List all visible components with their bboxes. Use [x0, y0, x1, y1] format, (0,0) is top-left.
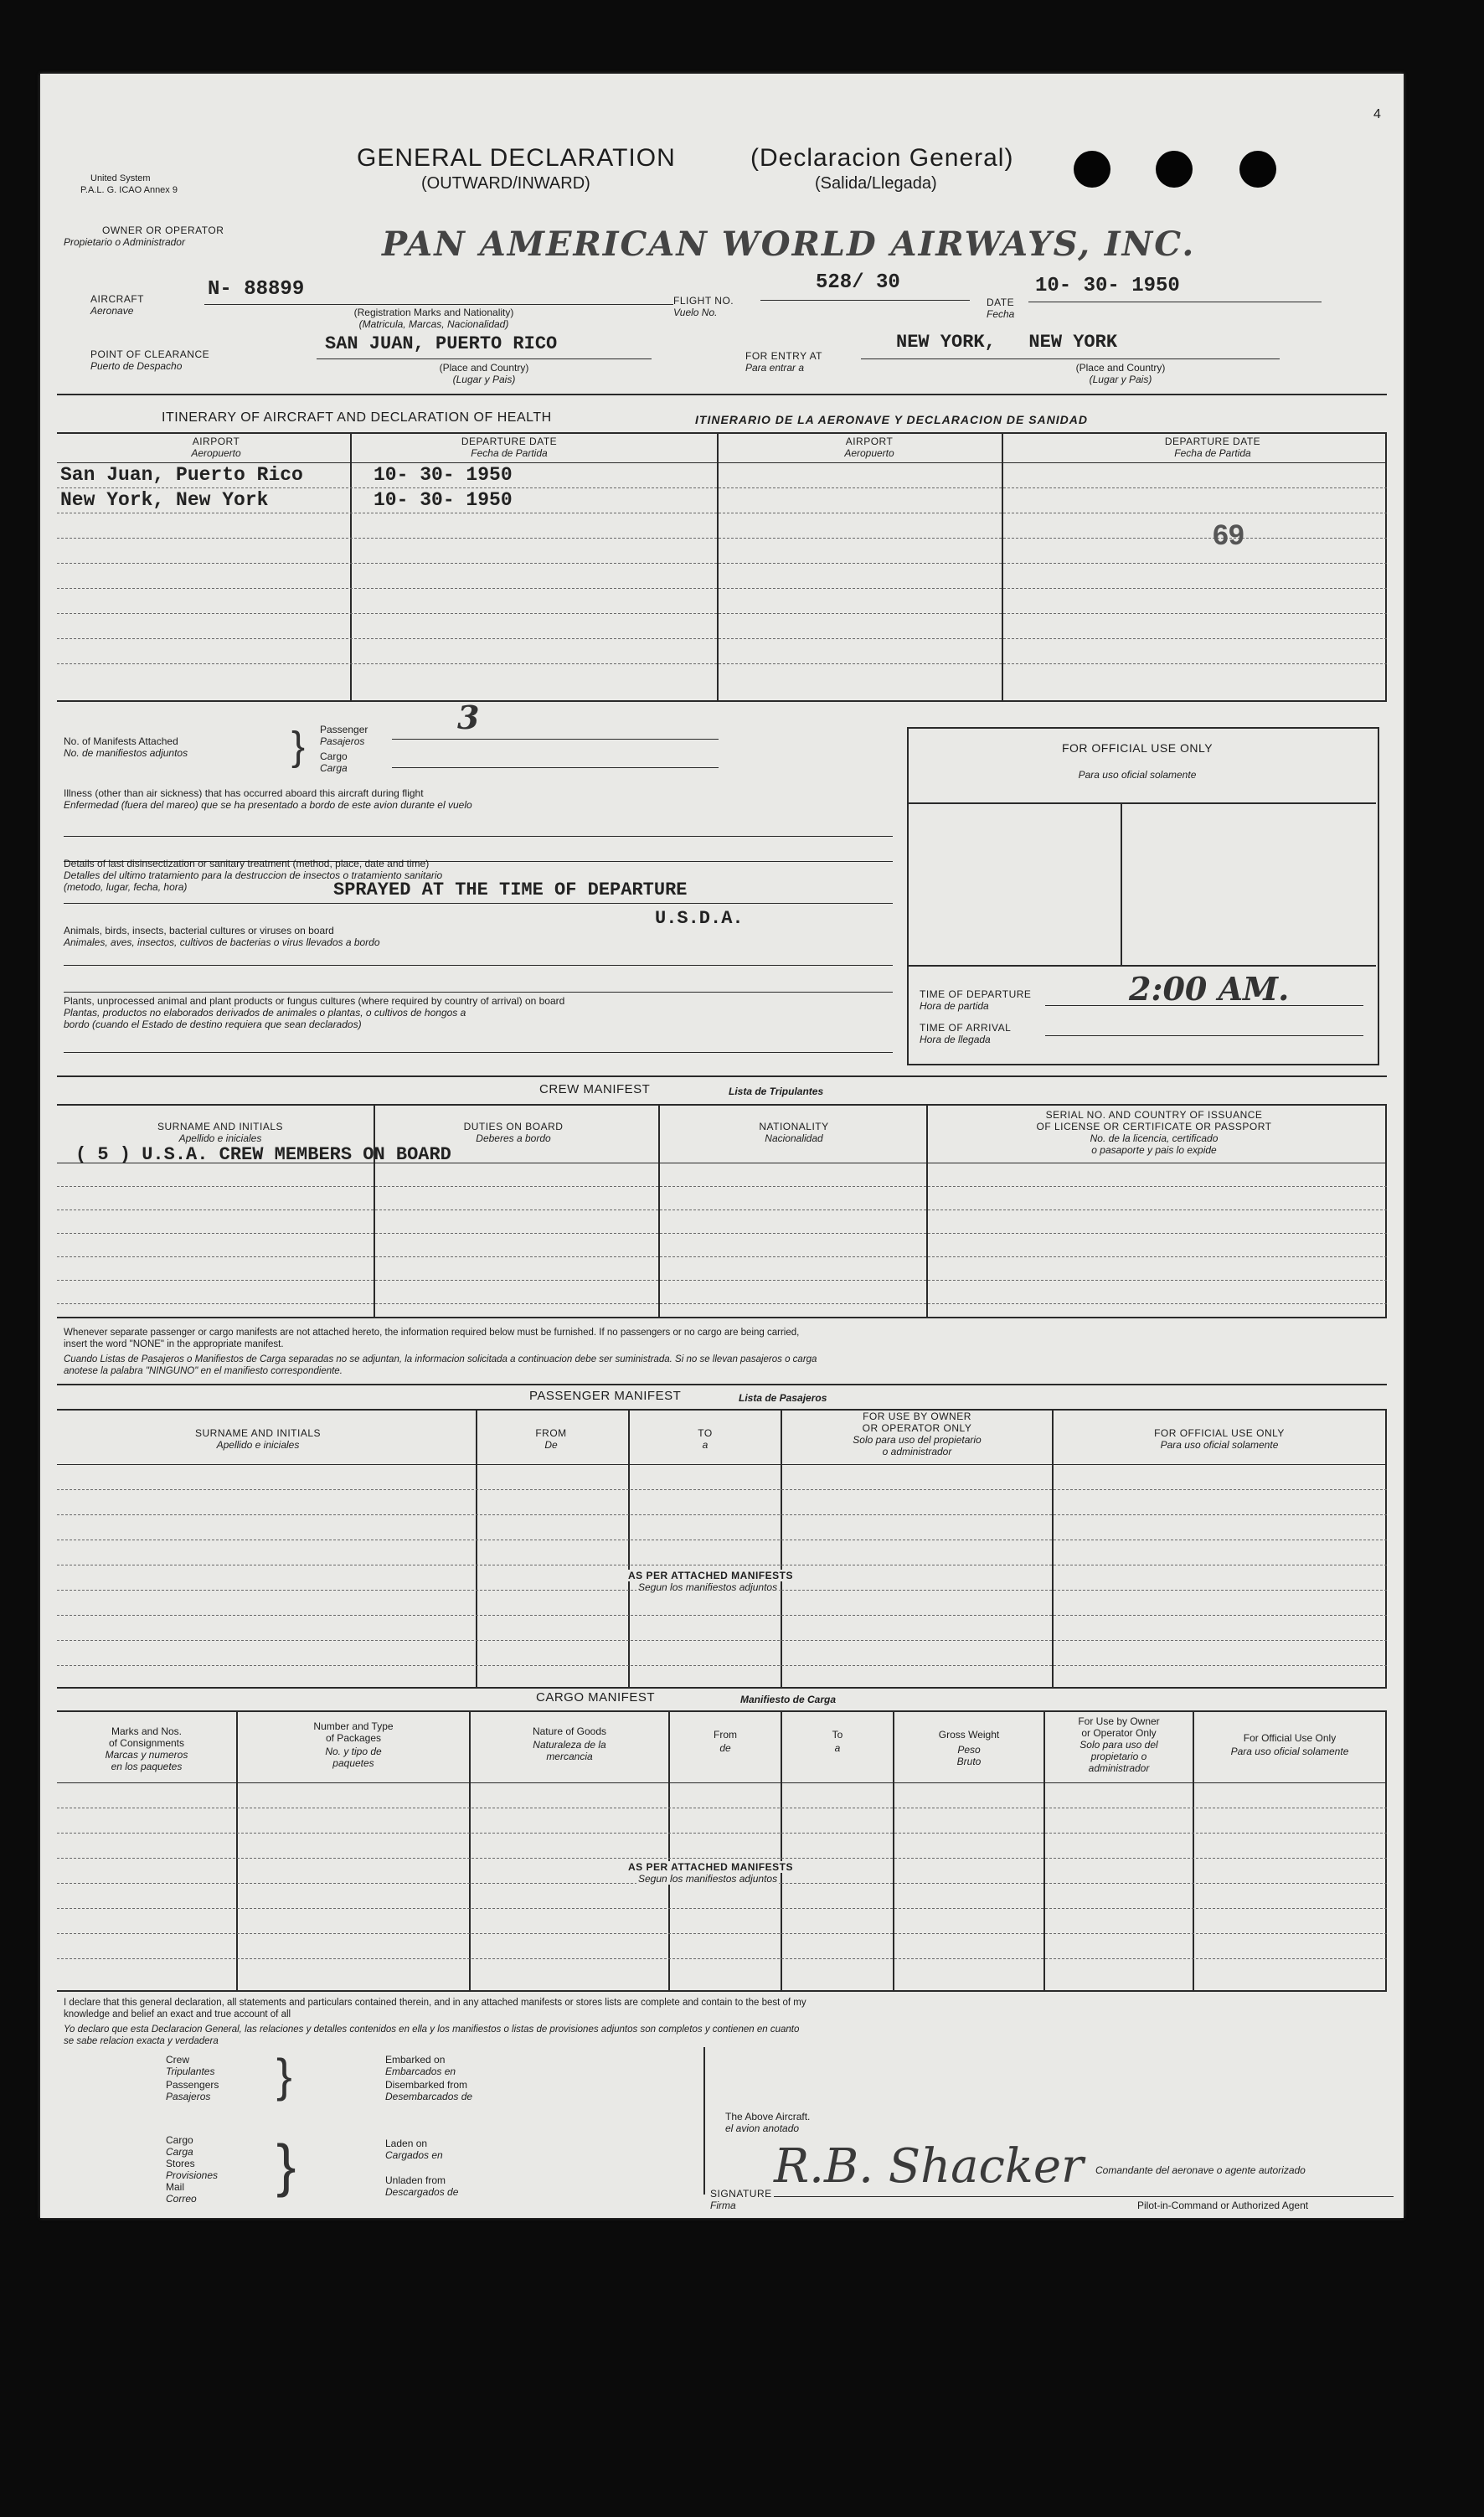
- itinerary-row-rule: [57, 563, 1387, 564]
- cargo-col-official-es: Para uso oficial solamente: [1230, 1746, 1349, 1757]
- time-arrival-label: TIME OF ARRIVAL: [920, 1022, 1012, 1034]
- itinerary-bottom-rule: [57, 700, 1387, 702]
- cargo-divider: [236, 1710, 238, 1990]
- health-underline: [64, 903, 893, 904]
- cargo-col-owner-es-b: propietario o: [1090, 1751, 1147, 1762]
- date-label-es: Fecha: [987, 308, 1015, 320]
- itinerary-heading: ITINERARY OF AIRCRAFT AND DECLARATION OF HEALTH: [162, 410, 552, 425]
- official-box-divider: [1121, 802, 1122, 965]
- passenger-row-rule: [57, 1640, 1387, 1641]
- cargo-col-owner-a: For Use by Owner: [1078, 1715, 1160, 1727]
- decl-laden-label-es: Cargados en: [385, 2149, 443, 2161]
- disinsect-label: Details of last disinsectization or sanitary treatment (method, place, date and time): [64, 858, 430, 869]
- decl-embarked-label-es: Embarcados en: [385, 2066, 456, 2077]
- passenger-col-official: FOR OFFICIAL USE ONLY: [1154, 1427, 1285, 1439]
- health-underline: [64, 992, 893, 993]
- passenger-border-right: [1385, 1409, 1387, 1687]
- crew-border-right: [1385, 1104, 1387, 1317]
- cargo-row-rule: [57, 1933, 1387, 1934]
- cargo-col-from: From: [714, 1729, 737, 1741]
- decl-cargo-label: Cargo: [166, 2134, 193, 2146]
- entry-label: FOR ENTRY AT: [745, 350, 823, 362]
- manifests-brace: }: [291, 725, 306, 769]
- itinerary-divider: [1002, 432, 1003, 700]
- note-line-1: Whenever separate passenger or cargo manifests are not attached hereto, the information required below must be furnished. If no passengers or no cargo are being carried,: [64, 1328, 800, 1338]
- crew-row-rule: [57, 1186, 1387, 1187]
- cargo-divider: [781, 1710, 782, 1990]
- crew-col-nationality: NATIONALITY: [759, 1121, 829, 1132]
- cargo-col-weight-es-b: Bruto: [956, 1756, 982, 1767]
- itinerary-row-rule: [57, 538, 1387, 539]
- owner-label: OWNER OR OPERATOR: [102, 224, 224, 236]
- clearance-label-es: Puerto de Despacho: [90, 360, 183, 372]
- passenger-divider: [781, 1409, 782, 1687]
- passenger-col-surname-es: Apellido e iniciales: [216, 1439, 300, 1451]
- itinerary-row-rule: [57, 663, 1387, 664]
- decl-mail-label-es: Correo: [166, 2193, 197, 2205]
- disinsect-label-es-2: (metodo, lugar, fecha, hora): [64, 881, 188, 893]
- date-value: 10- 30- 1950: [1035, 275, 1180, 297]
- time-departure-underline: [1045, 1005, 1363, 1006]
- aircraft-label: AIRCRAFT: [90, 293, 144, 305]
- decl-brace: }: [276, 2133, 296, 2198]
- decl-aircraft-label-es: el avion anotado: [725, 2122, 800, 2134]
- decl-unladen-label-es: Descargados de: [385, 2186, 459, 2198]
- cargo-col-packages-b: of Packages: [325, 1732, 382, 1744]
- owner-label-es: Propietario o Administrador: [64, 236, 185, 248]
- illness-label-es: Enfermedad (fuera del mareo) que se ha presentado a bordo de este avion durante el vuelo: [64, 799, 472, 811]
- entry-underline: [861, 358, 1280, 359]
- decl-cargo-label-es: Carga: [166, 2146, 193, 2158]
- aircraft-underline: [204, 304, 673, 305]
- decl-brace: }: [276, 2049, 292, 2102]
- time-arrival-label-es: Hora de llegada: [920, 1034, 991, 1045]
- aircraft-caption-es: (Matricula, Marcas, Nacionalidad): [358, 318, 509, 330]
- passenger-row-rule: [57, 1615, 1387, 1616]
- decl-laden-label: Laden on: [385, 2138, 428, 2149]
- cargo-heading: CARGO MANIFEST: [536, 1690, 656, 1705]
- decl-unladen-label: Unladen from: [385, 2174, 446, 2186]
- clearance-caption: (Place and Country): [439, 362, 529, 374]
- crew-col-duties: DUTIES ON BOARD: [463, 1121, 564, 1132]
- form-reference-line-2: P.A.L. G. ICAO Annex 9: [80, 185, 178, 195]
- passenger-stamp: AS PER ATTACHED MANIFESTS: [628, 1570, 793, 1581]
- cargo-col-packages-es-a: No. y tipo de: [325, 1746, 382, 1757]
- decl-passengers-label-es: Pasajeros: [166, 2091, 211, 2102]
- crew-col-surname-es: Apellido e iniciales: [178, 1132, 262, 1144]
- cargo-col-header-rule: [57, 1782, 1387, 1783]
- passenger-col-to: TO: [698, 1427, 713, 1439]
- manifests-label: No. of Manifests Attached: [64, 735, 178, 747]
- signature-underline: [774, 2196, 1394, 2197]
- official-box-rule: [909, 965, 1376, 967]
- crew-entry: ( 5 ) U.S.A. CREW MEMBERS ON BOARD: [75, 1144, 451, 1165]
- passenger-row-rule: [57, 1514, 1387, 1515]
- itinerary-row-rule: [57, 638, 1387, 639]
- crew-heading-es: Lista de Tripulantes: [729, 1086, 824, 1097]
- crew-bottom-rule: [57, 1317, 1387, 1318]
- cargo-divider: [469, 1710, 471, 1990]
- itinerary-row-rule: [57, 588, 1387, 589]
- form-title: GENERAL DECLARATION: [357, 144, 676, 172]
- itinerary-date-2: 10- 30- 1950: [374, 489, 513, 511]
- crew-divider: [926, 1104, 928, 1317]
- crew-heading: CREW MANIFEST: [539, 1082, 651, 1096]
- crew-col-surname: SURNAME AND INITIALS: [157, 1121, 284, 1132]
- decl-stores-label: Stores: [166, 2158, 195, 2169]
- itinerary-divider: [717, 432, 719, 700]
- passenger-col-surname: SURNAME AND INITIALS: [194, 1427, 322, 1439]
- official-box-title: FOR OFFICIAL USE ONLY: [1061, 741, 1213, 755]
- manifests-passenger-label: Passenger: [320, 724, 368, 735]
- decl-aircraft-label: The Above Aircraft.: [725, 2111, 811, 2122]
- corner-mark: 4: [1373, 107, 1381, 121]
- itinerary-date-1: 10- 30- 1950: [374, 464, 513, 486]
- cargo-divider: [1193, 1710, 1194, 1990]
- form-reference-line-1: United System: [90, 173, 151, 183]
- decl-passengers-label: Passengers: [166, 2079, 219, 2091]
- itinerary-heading-es: ITINERARIO DE LA AERONAVE Y DECLARACION DE SANIDAD: [695, 413, 1088, 426]
- passenger-bottom-rule: [57, 1687, 1387, 1689]
- cargo-row-rule: [57, 1908, 1387, 1909]
- crew-col-nationality-es: Nacionalidad: [765, 1132, 823, 1144]
- cargo-col-owner-b: or Operator Only: [1081, 1727, 1157, 1739]
- cargo-col-marks-a: Marks and Nos.: [111, 1725, 183, 1737]
- cargo-col-weight: Gross Weight: [938, 1729, 1000, 1741]
- official-box-title-es: Para uso oficial solamente: [1078, 769, 1197, 781]
- passenger-divider: [476, 1409, 477, 1687]
- passenger-divider: [1052, 1409, 1054, 1687]
- cargo-col-packages-a: Number and Type: [313, 1720, 394, 1732]
- passenger-divider: [628, 1409, 630, 1687]
- cargo-header-rule: [57, 1710, 1387, 1712]
- cargo-row-rule: [57, 1958, 1387, 1959]
- crew-col-serial-b: OF LICENSE OR CERTIFICATE OR PASSPORT: [1036, 1121, 1272, 1132]
- crew-col-serial-es-a: No. de la licencia, certificado: [1090, 1132, 1219, 1144]
- cargo-col-nature-es-a: Naturaleza de la: [533, 1739, 606, 1751]
- entry-caption: (Place and Country): [1075, 362, 1166, 374]
- decl-mail-label: Mail: [166, 2181, 185, 2193]
- entry-label-es: Para entrar a: [745, 362, 805, 374]
- itinerary-col-airport-2: AIRPORT: [845, 436, 894, 447]
- manifests-cargo-label-es: Carga: [320, 762, 348, 774]
- crew-header-rule: [57, 1104, 1387, 1106]
- form-title-spanish-subtitle: (Salida/Llegada): [815, 174, 937, 193]
- itinerary-row-rule: [57, 487, 1387, 488]
- cargo-col-packages-es-b: paquetes: [332, 1757, 374, 1769]
- form-title-spanish: (Declaracion General): [750, 144, 1014, 172]
- passenger-heading: PASSENGER MANIFEST: [529, 1389, 682, 1403]
- plants-label-es-2: bordo (cuando el Estado de destino requiera que sean declarados): [64, 1019, 362, 1030]
- cargo-col-owner-es-c: administrador: [1088, 1762, 1150, 1774]
- cargo-col-to: To: [832, 1729, 843, 1741]
- manifests-underline: [392, 739, 719, 740]
- passenger-heading-es: Lista de Pasajeros: [739, 1392, 827, 1404]
- itinerary-airport-1: San Juan, Puerto Rico: [60, 464, 303, 486]
- crew-col-serial-a: SERIAL NO. AND COUNTRY OF ISSUANCE: [1045, 1109, 1263, 1121]
- itinerary-col-header-rule: [57, 462, 1387, 463]
- official-box-rule: [909, 802, 1376, 804]
- declaration-line-3: Yo declaro que esta Declaracion General, las relaciones y detalles contenidos en ella y los manifiestos o listas de provisiones adjuntos son completos y contienen en cuanto: [64, 2024, 800, 2035]
- owner-value: PAN AMERICAN WORLD AIRWAYS, INC.: [382, 224, 1196, 264]
- manifests-cargo-label: Cargo: [320, 750, 348, 762]
- crew-divider: [374, 1104, 375, 1317]
- declaration-divider: [703, 2047, 705, 2195]
- cargo-row-rule: [57, 1858, 1387, 1859]
- note-line-3: Cuando Listas de Pasajeros o Manifiestos de Carga separadas no se adjuntan, la informacion solicitada a continuacion debe ser suministrada. Si no se llevan pasajeros o carga: [64, 1354, 817, 1364]
- passenger-top-rule: [57, 1384, 1387, 1385]
- illness-label: Illness (other than air sickness) that has occurred aboard this aircraft during flight: [64, 787, 424, 799]
- itinerary-col-airport-2-es: Aeropuerto: [844, 447, 894, 459]
- cargo-bottom-rule: [57, 1990, 1387, 1992]
- itinerary-col-departure-es: Fecha de Partida: [471, 447, 548, 459]
- signature-label: SIGNATURE: [710, 2188, 772, 2200]
- time-departure-label: TIME OF DEPARTURE: [920, 988, 1032, 1000]
- clearance-underline: [317, 358, 652, 359]
- aircraft-caption: (Registration Marks and Nationality): [353, 307, 514, 318]
- crew-row-rule: [57, 1233, 1387, 1234]
- passenger-col-owner-es-b: o administrador: [882, 1446, 952, 1457]
- cargo-col-marks-es-b: en los paquetes: [111, 1761, 183, 1772]
- passenger-col-owner-a: FOR USE BY OWNER: [863, 1411, 971, 1422]
- flight-value: 528/ 30: [816, 271, 900, 294]
- cargo-divider: [893, 1710, 894, 1990]
- cargo-row-rule: [57, 1833, 1387, 1834]
- date-label: DATE: [987, 297, 1015, 308]
- cargo-stamp: AS PER ATTACHED MANIFESTS: [628, 1861, 793, 1873]
- signature-value: R.B. Shacker: [774, 2139, 1084, 2194]
- form-title-subtitle: (OUTWARD/INWARD): [421, 174, 590, 193]
- clearance-value: SAN JUAN, PUERTO RICO: [325, 333, 558, 354]
- crew-row-rule: [57, 1280, 1387, 1281]
- itinerary-col-departure-2: DEPARTURE DATE: [1164, 436, 1261, 447]
- cargo-heading-es: Manifiesto de Carga: [740, 1694, 837, 1705]
- passenger-col-official-es: Para uso oficial solamente: [1160, 1439, 1279, 1451]
- crew-divider: [658, 1104, 660, 1317]
- decl-crew-label: Crew: [166, 2054, 190, 2066]
- passenger-col-to-es: a: [702, 1439, 709, 1451]
- cargo-col-marks-es-a: Marcas y numeros: [105, 1749, 188, 1761]
- note-line-4: anotese la palabra "NINGUNO" en el manifiesto correspondiente.: [64, 1366, 343, 1376]
- crew-col-serial-es-b: o pasaporte y pais lo expide: [1091, 1144, 1217, 1156]
- itinerary-border-right: [1385, 432, 1387, 700]
- punch-hole: [1156, 151, 1193, 188]
- passenger-col-owner-b: OR OPERATOR ONLY: [862, 1422, 972, 1434]
- manifests-underline: [392, 767, 719, 768]
- itinerary-top-rule: [57, 394, 1387, 395]
- cargo-col-weight-es-a: Peso: [957, 1744, 981, 1756]
- signer-title: Pilot-in-Command or Authorized Agent: [1137, 2200, 1309, 2211]
- manifests-passenger-count: 3: [457, 699, 480, 736]
- decl-disembarked-label: Disembarked from: [385, 2079, 468, 2091]
- passenger-row-rule: [57, 1665, 1387, 1666]
- crew-row-rule: [57, 1303, 1387, 1304]
- manifests-passenger-label-es: Pasajeros: [320, 735, 365, 747]
- disinsect-label-es: Detalles del ultimo tratamiento para la destruccion de insectos o tratamiento sanitario: [64, 869, 443, 881]
- decl-embarked-label: Embarked on: [385, 2054, 446, 2066]
- crew-row-rule: [57, 1256, 1387, 1257]
- punch-hole: [1239, 151, 1276, 188]
- cargo-col-to-es: a: [834, 1742, 841, 1754]
- cargo-border-right: [1385, 1710, 1387, 1990]
- decl-stores-label-es: Provisiones: [166, 2169, 219, 2181]
- passenger-col-owner-es-a: Solo para uso del propietario: [853, 1434, 982, 1446]
- passenger-col-header-rule: [57, 1464, 1387, 1465]
- crew-top-rule: [57, 1075, 1387, 1077]
- note-line-2: insert the word "NONE" in the appropriate manifest.: [64, 1339, 284, 1349]
- passenger-row-rule: [57, 1489, 1387, 1490]
- cargo-divider: [1043, 1710, 1045, 1990]
- clearance-label: POINT OF CLEARANCE: [90, 348, 210, 360]
- passenger-header-rule: [57, 1409, 1387, 1411]
- cargo-col-owner-es-a: Solo para uso del: [1080, 1739, 1158, 1751]
- cargo-col-marks-b: of Consignments: [108, 1737, 185, 1749]
- entry-caption-es: (Lugar y Pais): [1089, 374, 1152, 385]
- entry-value: NEW YORK, NEW YORK: [896, 332, 1118, 353]
- health-underline: [64, 965, 893, 966]
- declaration-line-2: knowledge and belief an exact and true account of all: [64, 2009, 291, 2019]
- passenger-col-from: FROM: [535, 1427, 567, 1439]
- declaration-line-4: se sabe relacion exacta y verdadera: [64, 2036, 219, 2046]
- itinerary-col-airport: AIRPORT: [192, 436, 240, 447]
- declaration-form-sheet: [40, 74, 1404, 2218]
- cargo-divider: [668, 1710, 670, 1990]
- decl-crew-label-es: Tripulantes: [166, 2066, 215, 2077]
- clearance-caption-es: (Lugar y Pais): [452, 374, 516, 385]
- itinerary-divider: [350, 432, 352, 700]
- time-arrival-underline: [1045, 1035, 1363, 1036]
- time-departure-value: 2:00 AM.: [1129, 970, 1290, 1008]
- cargo-col-from-es: de: [719, 1742, 731, 1754]
- cargo-col-nature: Nature of Goods: [532, 1725, 607, 1737]
- cargo-stamp-es: Segun los manifiestos adjuntos: [638, 1873, 778, 1885]
- passenger-col-from-es: De: [544, 1439, 558, 1451]
- time-departure-label-es: Hora de partida: [920, 1000, 989, 1012]
- animals-label: Animals, birds, insects, bacterial cultures or viruses on board: [64, 925, 334, 936]
- punch-hole: [1074, 151, 1110, 188]
- plants-label: Plants, unprocessed animal and plant products or fungus cultures (where required by country of arrival) on board: [64, 995, 565, 1007]
- itinerary-airport-2: New York, New York: [60, 489, 269, 511]
- signer-title-es: Comandante del aeronave o agente autorizado: [1095, 2164, 1306, 2176]
- crew-col-duties-es: Deberes a bordo: [476, 1132, 551, 1144]
- decl-disembarked-label-es: Desembarcados de: [385, 2091, 473, 2102]
- passenger-stamp-es: Segun los manifiestos adjuntos: [638, 1581, 778, 1593]
- animals-label-es: Animales, aves, insectos, cultivos de bacterias o virus llevados a bordo: [64, 936, 380, 948]
- itinerary-col-departure: DEPARTURE DATE: [461, 436, 558, 447]
- manifests-label-es: No. de manifiestos adjuntos: [64, 747, 188, 759]
- itinerary-col-airport-es: Aeropuerto: [191, 447, 241, 459]
- health-underline: [64, 836, 893, 837]
- flight-label: FLIGHT NO.: [673, 295, 734, 307]
- animals-value: U.S.D.A.: [655, 908, 744, 929]
- health-underline: [64, 1052, 893, 1053]
- cargo-col-nature-es-b: mercancia: [546, 1751, 593, 1762]
- aircraft-value: N- 88899: [208, 278, 305, 301]
- aircraft-label-es: Aeronave: [90, 305, 134, 317]
- itinerary-stamp-number: 69: [1213, 519, 1244, 551]
- itinerary-row-rule: [57, 613, 1387, 614]
- disinsect-value: SPRAYED AT THE TIME OF DEPARTURE: [333, 879, 688, 900]
- cargo-col-official: For Official Use Only: [1243, 1732, 1337, 1744]
- itinerary-header-rule: [57, 432, 1387, 434]
- signature-label-es: Firma: [710, 2200, 736, 2211]
- declaration-line-1: I declare that this general declaration, all statements and particulars contained therein, and in any attached manifests or stores lists are complete and contain to the best of my: [64, 1998, 806, 2008]
- plants-label-es: Plantas, productos no elaborados derivados de animales o plantas, o cultivos de hongos a: [64, 1007, 466, 1019]
- itinerary-col-departure-2-es: Fecha de Partida: [1174, 447, 1251, 459]
- flight-label-es: Vuelo No.: [673, 307, 718, 318]
- flight-underline: [760, 300, 970, 301]
